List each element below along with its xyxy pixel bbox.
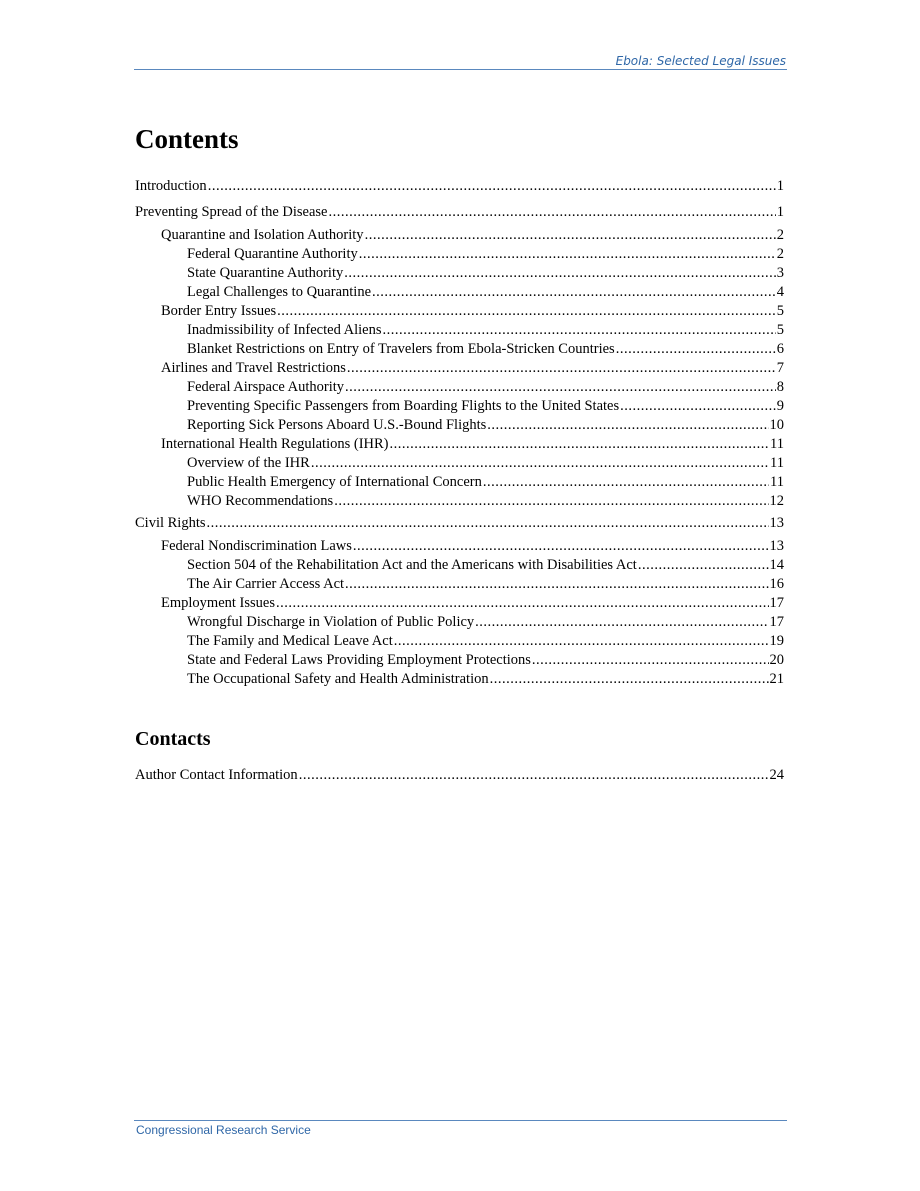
toc-dot-leader <box>638 556 769 574</box>
toc-dot-leader <box>311 454 769 472</box>
toc-entry[interactable] <box>187 613 784 631</box>
toc-entry-page: 9 <box>776 398 784 414</box>
toc-entry-page: 4 <box>776 284 784 300</box>
toc-dot-leader <box>359 245 776 263</box>
toc-dot-leader <box>490 670 769 688</box>
toc-entry-page: 7 <box>776 360 784 376</box>
toc-entry[interactable] <box>187 416 784 434</box>
toc-entry-page: 12 <box>769 493 784 509</box>
toc-dot-leader <box>483 473 769 491</box>
toc-entry-title: Reporting Sick Persons Aboard U.S.-Bound Flights <box>187 417 487 433</box>
toc-entry-title: State and Federal Laws Providing Employment Protections <box>187 652 531 668</box>
toc-entry[interactable] <box>187 575 784 593</box>
toc-entry-page: 5 <box>776 322 784 338</box>
toc-entry-title: Federal Nondiscrimination Laws <box>161 538 352 554</box>
toc-entry-page: 11 <box>770 455 784 471</box>
toc-entry-page: 1 <box>776 178 784 194</box>
toc-entry-title: Wrongful Discharge in Violation of Public Policy <box>187 614 475 630</box>
toc-dot-leader <box>383 321 776 339</box>
toc-dot-leader <box>277 302 776 320</box>
toc-entry[interactable] <box>161 226 784 244</box>
toc-entry-page: 24 <box>769 767 784 783</box>
toc-dot-leader <box>390 435 770 453</box>
toc-entry-title: Inadmissibility of Infected Aliens <box>187 322 382 338</box>
toc-dot-leader <box>345 378 776 396</box>
toc-dot-leader <box>276 594 769 612</box>
toc-entry[interactable] <box>187 245 784 263</box>
toc-dot-leader <box>487 416 768 434</box>
toc-entry-title: Employment Issues <box>161 595 275 611</box>
toc-entry-title: Author Contact Information <box>135 767 298 783</box>
toc-entry-title: WHO Recommendations <box>187 493 334 509</box>
toc-dot-leader <box>334 492 768 510</box>
toc-dot-leader <box>620 397 776 415</box>
toc-dot-leader <box>207 514 769 532</box>
toc-entry[interactable] <box>135 766 784 784</box>
toc-entry-page: 11 <box>770 474 784 490</box>
toc-entry-title: Preventing Spread of the Disease <box>135 204 328 220</box>
toc-entry-title: Public Health Emergency of International Concern <box>187 474 482 490</box>
toc-entry[interactable] <box>161 594 784 612</box>
toc-entry-page: 10 <box>769 417 784 433</box>
toc-entry-title: Quarantine and Isolation Authority <box>161 227 364 243</box>
footer-rule <box>134 1120 787 1121</box>
toc-dot-leader <box>532 651 769 669</box>
toc-entry[interactable] <box>187 321 784 339</box>
toc-entry-page: 17 <box>769 614 784 630</box>
toc-entry-page: 5 <box>776 303 784 319</box>
toc-entry-title: State Quarantine Authority <box>187 265 344 281</box>
toc-entry-page: 8 <box>776 379 784 395</box>
toc-entry-title: International Health Regulations (IHR) <box>161 436 389 452</box>
toc-entry-page: 19 <box>769 633 784 649</box>
toc-entry[interactable] <box>187 340 784 358</box>
toc-entry-title: Section 504 of the Rehabilitation Act and the Americans with Disabilities Act <box>187 557 637 573</box>
toc-entry-page: 11 <box>770 436 784 452</box>
toc-dot-leader <box>616 340 776 358</box>
toc-dot-leader <box>353 537 769 555</box>
toc-dot-leader <box>347 359 776 377</box>
toc-entry[interactable] <box>187 378 784 396</box>
toc-entry-page: 6 <box>776 341 784 357</box>
toc-dot-leader <box>372 283 776 301</box>
toc-dot-leader <box>365 226 776 244</box>
toc-entry-page: 3 <box>776 265 784 281</box>
toc-entry-title: Airlines and Travel Restrictions <box>161 360 346 376</box>
toc-entry[interactable] <box>187 632 784 650</box>
toc-entry-title: Civil Rights <box>135 515 206 531</box>
toc-dot-leader <box>344 264 776 282</box>
header-rule <box>134 69 787 70</box>
toc-entry-page: 20 <box>769 652 784 668</box>
toc-entry[interactable] <box>161 435 784 453</box>
toc-entry-page: 13 <box>769 538 784 554</box>
toc-entry[interactable] <box>187 473 784 491</box>
toc-entry[interactable] <box>135 203 784 221</box>
footer-organization: Congressional Research Service <box>136 1123 311 1137</box>
contacts-heading: Contacts <box>135 728 211 750</box>
toc-entry[interactable] <box>187 651 784 669</box>
toc-entry[interactable] <box>161 302 784 320</box>
toc-entry-title: The Family and Medical Leave Act <box>187 633 393 649</box>
toc-entry[interactable] <box>187 670 784 688</box>
running-header: Ebola: Selected Legal Issues <box>615 54 786 68</box>
toc-entry[interactable] <box>187 283 784 301</box>
toc-entry-page: 17 <box>769 595 784 611</box>
toc-entry-title: The Occupational Safety and Health Administration <box>187 671 489 687</box>
toc-entry[interactable] <box>161 537 784 555</box>
toc-entry-page: 21 <box>769 671 784 687</box>
toc-dot-leader <box>328 203 775 221</box>
toc-entry[interactable] <box>187 556 784 574</box>
toc-entry[interactable] <box>187 397 784 415</box>
toc-dot-leader <box>394 632 769 650</box>
toc-entry-title: Blanket Restrictions on Entry of Travelers from Ebola-Stricken Countries <box>187 341 615 357</box>
toc-entry-page: 1 <box>776 204 784 220</box>
toc-dot-leader <box>299 766 769 784</box>
toc-entry-page: 2 <box>776 246 784 262</box>
toc-entry[interactable] <box>135 177 784 195</box>
toc-entry-title: Federal Quarantine Authority <box>187 246 358 262</box>
toc-entry-title: The Air Carrier Access Act <box>187 576 345 592</box>
contents-heading: Contents <box>135 124 239 154</box>
toc-entry[interactable] <box>161 359 784 377</box>
toc-entry-title: Legal Challenges to Quarantine <box>187 284 372 300</box>
toc-dot-leader <box>475 613 768 631</box>
toc-entry-title: Preventing Specific Passengers from Boarding Flights to the United States <box>187 398 620 414</box>
toc-entry-page: 14 <box>769 557 784 573</box>
toc-entry-page: 2 <box>776 227 784 243</box>
toc-dot-leader <box>345 575 768 593</box>
toc-entry[interactable] <box>187 264 784 282</box>
toc-entry[interactable] <box>187 492 784 510</box>
toc-dot-leader <box>208 177 776 195</box>
toc-entry-page: 16 <box>769 576 784 592</box>
toc-entry-title: Introduction <box>135 178 207 194</box>
toc-entry-title: Federal Airspace Authority <box>187 379 345 395</box>
toc-entry[interactable] <box>187 454 784 472</box>
toc-entry-page: 13 <box>769 515 784 531</box>
toc-entry[interactable] <box>135 514 784 532</box>
toc-entry-title: Border Entry Issues <box>161 303 277 319</box>
toc-entry-title: Overview of the IHR <box>187 455 310 471</box>
